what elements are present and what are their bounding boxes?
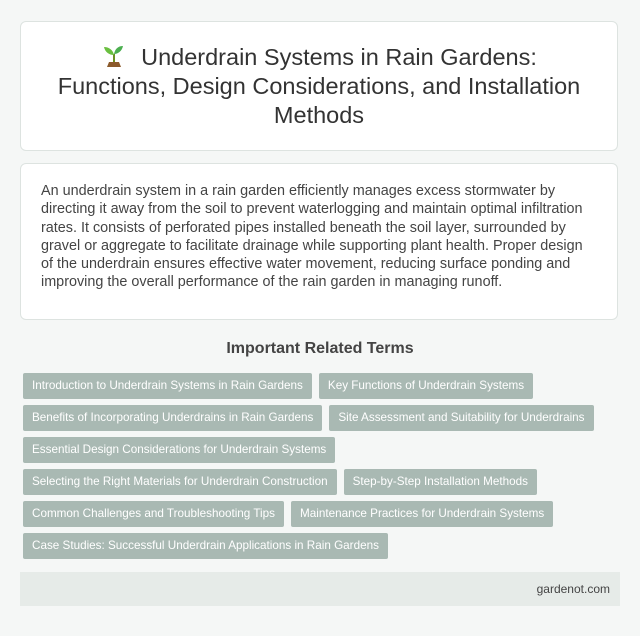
title-card <box>20 21 618 151</box>
related-terms-heading: Important Related Terms <box>226 340 414 357</box>
related-term-tag[interactable]: Key Functions of Underdrain Systems <box>319 373 533 399</box>
related-terms-row <box>23 501 623 527</box>
related-term-tag[interactable]: Step-by-Step Installation Methods <box>344 469 537 495</box>
related-terms-row <box>23 437 623 463</box>
footer-site-link[interactable]: gardenot.com <box>536 582 610 596</box>
related-term-tag[interactable]: Case Studies: Successful Underdrain Applications in Rain Gardens <box>23 533 388 559</box>
related-terms-row <box>23 533 623 559</box>
related-term-tag[interactable]: Selecting the Right Materials for Underdrain Construction <box>23 469 337 495</box>
sprout-icon <box>101 43 127 67</box>
related-term-tag[interactable]: Common Challenges and Troubleshooting Tips <box>23 501 284 527</box>
related-terms-row <box>23 469 623 495</box>
related-term-tag[interactable]: Benefits of Incorporating Underdrains in Rain Gardens <box>23 405 322 431</box>
related-term-tag[interactable]: Site Assessment and Suitability for Underdrains <box>329 405 593 431</box>
footer <box>20 572 620 606</box>
description-card <box>20 163 618 320</box>
description-text: An underdrain system in a rain garden efficiently manages excess stormwater by directing it away from the soil to prevent waterlogging and maintain optimal infiltration rates. It consists of perforated pipes installed beneath the soil layer, surrounded by gravel or aggregate to facilitate drainage while supporting plant health. Proper design of the underdrain ensures effective water movement, reducing surface ponding and improving the overall performance of the rain garden in managing runoff. <box>41 183 583 291</box>
page-title-text: Underdrain Systems in Rain Gardens: Functions, Design Considerations, and Installation Methods <box>57 43 581 128</box>
related-term-tag[interactable]: Maintenance Practices for Underdrain Systems <box>291 501 553 527</box>
related-terms-row <box>23 373 623 399</box>
related-terms-row <box>23 405 623 431</box>
related-term-tag[interactable]: Essential Design Considerations for Underdrain Systems <box>23 437 335 463</box>
related-term-tag[interactable]: Introduction to Underdrain Systems in Rain Gardens <box>23 373 312 399</box>
related-terms-list <box>23 373 623 565</box>
page-title <box>21 43 617 130</box>
